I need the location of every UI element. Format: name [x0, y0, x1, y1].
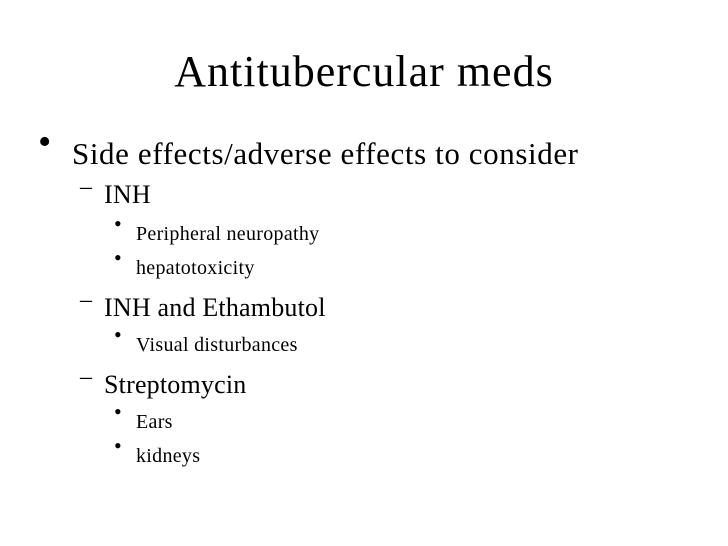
- bullet-icon: •: [114, 322, 123, 347]
- bullet-text: Side effects/adverse effects to consider: [72, 136, 579, 171]
- item-text: Ears: [136, 411, 173, 433]
- dash-icon: –: [80, 174, 93, 200]
- bullet-side-effects: [38, 121, 579, 172]
- item-ears: [114, 399, 173, 434]
- item-kidneys: [114, 433, 201, 468]
- item-text: kidneys: [136, 445, 201, 467]
- item-text: hepatotoxicity: [136, 257, 255, 279]
- subbullet-text: INH: [104, 180, 151, 209]
- bullet-icon: •: [114, 245, 123, 270]
- dash-icon: –: [80, 364, 93, 390]
- item-text: Visual disturbances: [136, 334, 298, 356]
- bullet-icon: •: [114, 211, 123, 236]
- bullet-icon: •: [114, 399, 123, 424]
- item-hepatotoxicity: [114, 245, 255, 280]
- subbullet-inh: [80, 174, 151, 210]
- bullet-icon: •: [114, 433, 123, 458]
- item-peripheral-neuropathy: [114, 211, 320, 246]
- subbullet-inh-ethambutol: [80, 287, 326, 323]
- subbullet-streptomycin: [80, 364, 247, 400]
- bullet-icon: •: [38, 121, 52, 163]
- subbullet-text: INH and Ethambutol: [104, 293, 326, 322]
- item-visual-disturbances: [114, 322, 298, 357]
- slide-title: Antitubercular meds: [174, 47, 554, 96]
- dash-icon: –: [80, 287, 93, 313]
- subbullet-text: Streptomycin: [104, 370, 247, 399]
- item-text: Peripheral neuropathy: [136, 223, 320, 245]
